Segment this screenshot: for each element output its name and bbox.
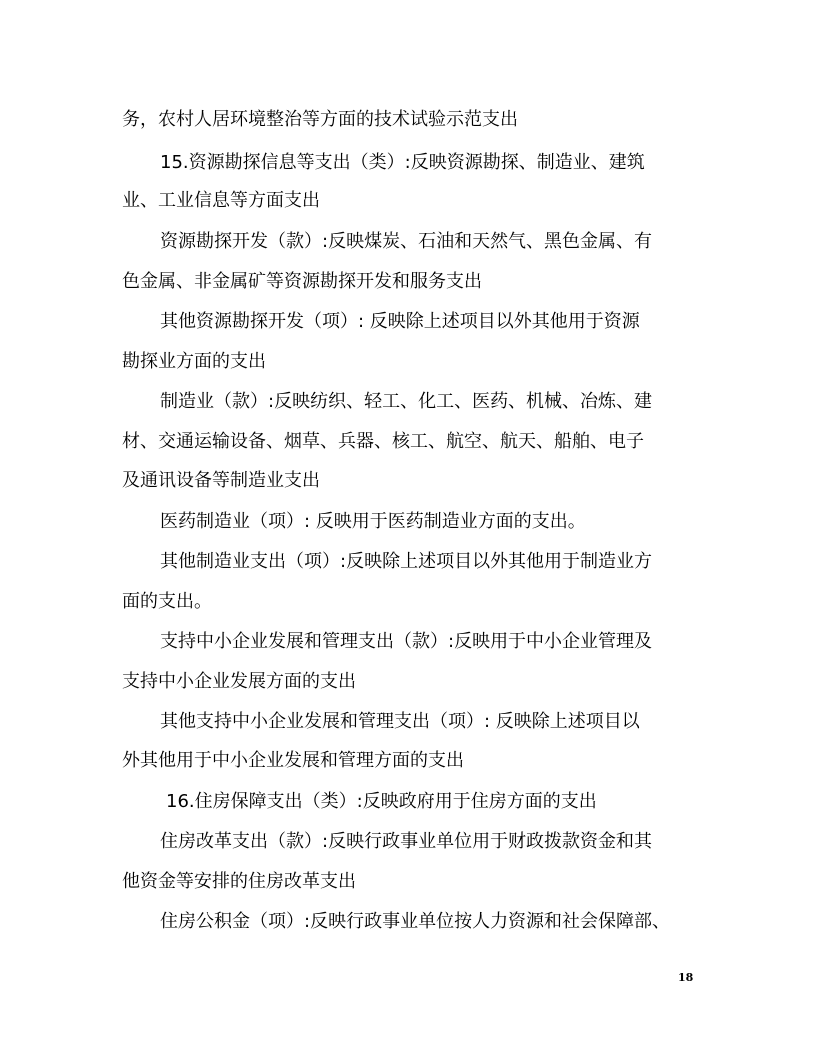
text-line-4: 资源勘探开发（款）:反映煤炭、石油和天然气、黑色金属、有 [160, 231, 653, 252]
text-line-14: 支持中小企业发展和管理支出（款）:反映用于中小企业管理及 [160, 631, 653, 652]
page-number: 18 [678, 971, 694, 984]
text-line-15: 支持中小企业发展方面的支出 [122, 671, 356, 692]
text-line-18: 16.住房保障支出（类）:反映政府用于住房方面的支出 [166, 791, 597, 812]
text-line-19: 住房改革支出（款）:反映行政事业单位用于财政拨款资金和其 [160, 831, 653, 852]
text-line-20: 他资金等安排的住房改革支出 [122, 871, 356, 892]
text-line-8: 制造业（款）:反映纺织、轻工、化工、医药、机械、冶炼、建 [160, 391, 653, 412]
text-line-3: 业、工业信息等方面支出 [122, 190, 320, 211]
text-line-5: 色金属、非金属矿等资源勘探开发和服务支出 [122, 271, 482, 292]
text-line-2: 15.资源勘探信息等支出（类）:反映资源勘探、制造业、建筑 [160, 152, 645, 173]
text-line-11: 医药制造业（项）: 反映用于医药制造业方面的支出。 [160, 511, 586, 532]
text-line-6: 其他资源勘探开发（项）: 反映除上述项目以外其他用于资源 [160, 311, 640, 332]
text-line-9: 材、交通运输设备、烟草、兵器、核工、航空、航天、船舶、电子 [122, 431, 644, 452]
text-line-7: 勘探业方面的支出 [122, 351, 266, 372]
text-line-1: 务，农村人居环境整治等方面的技术试验示范支出 [122, 109, 518, 130]
text-line-16: 其他支持中小企业发展和管理支出（项）: 反映除上述项目以 [160, 711, 640, 732]
text-line-10: 及通讯设备等制造业支出 [122, 470, 320, 491]
text-line-17: 外其他用于中小企业发展和管理方面的支出 [122, 750, 464, 771]
text-line-12: 其他制造业支出（项）:反映除上述项目以外其他用于制造业方 [160, 551, 653, 572]
text-line-21: 住房公积金（项）:反映行政事业单位按人力资源和社会保障部、 [160, 911, 671, 932]
text-line-13: 面的支出。 [122, 591, 212, 612]
